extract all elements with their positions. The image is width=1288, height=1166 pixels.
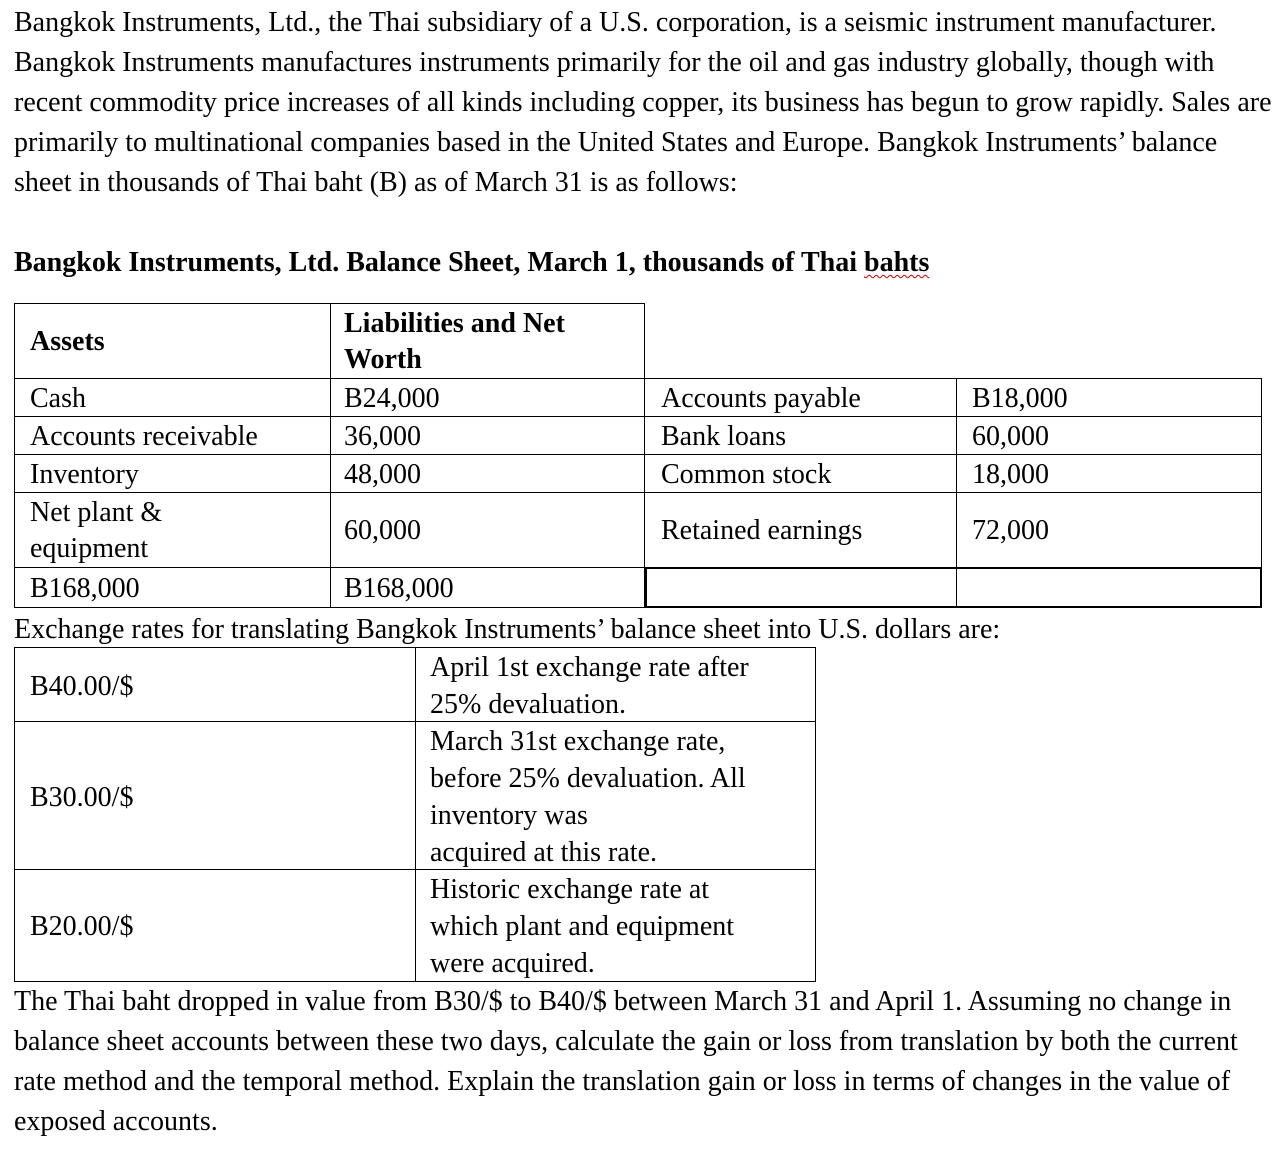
balance-sheet-title-last-word: bahts: [864, 247, 930, 278]
liability-accounts-payable: Accounts payable: [661, 383, 861, 414]
asset-net-plant-line2: equipment: [30, 533, 149, 564]
rate-april-desc-line: April 1st exchange rate after: [430, 652, 749, 683]
liability-common-stock: Common stock: [661, 459, 832, 490]
total-liabilities: B168,000: [344, 573, 454, 604]
rate-april: B40.00/$: [30, 671, 134, 702]
header-liabilities-line1: Liabilities and Net: [344, 308, 565, 339]
rate-april-desc: [430, 649, 810, 723]
asset-accounts-receivable-value: 36,000: [344, 421, 421, 452]
liability-retained-earnings: Retained earnings: [661, 515, 863, 546]
rate-march-desc-line: March 31st exchange rate,: [430, 726, 726, 757]
rate-historic-desc-line: Historic exchange rate at: [430, 874, 710, 905]
liability-bank-loans-value: 60,000: [972, 421, 1049, 452]
rate-march-desc-line: acquired at this rate.: [430, 837, 658, 868]
rate-historic-desc: [430, 871, 810, 982]
header-assets: Assets: [30, 326, 105, 357]
asset-net-plant-value: 60,000: [344, 515, 421, 546]
total-assets: B168,000: [30, 573, 140, 604]
asset-cash: Cash: [30, 383, 86, 414]
rate-march: B30.00/$: [30, 782, 134, 813]
asset-inventory: Inventory: [30, 459, 139, 490]
balance-sheet-title: [14, 243, 929, 283]
rate-historic-desc-line: were acquired.: [430, 948, 595, 979]
balance-sheet-empty-totals: [645, 567, 1262, 608]
liability-accounts-payable-value: B18,000: [972, 383, 1068, 414]
asset-cash-value: B24,000: [344, 383, 440, 414]
liability-common-stock-value: 18,000: [972, 459, 1049, 490]
liability-bank-loans: Bank loans: [661, 421, 787, 452]
question-paragraph: The Thai baht dropped in value from B30/$ to B40/$ between March 31 and April 1. Assuming no change in balance sheet accounts between these two days, calculate the gain or loss from translation by both the current rate method and the temporal method. Explain the translation gain or loss in terms of changes in the value of exposed accounts.: [14, 986, 1238, 1137]
rate-march-desc-line: before 25% devaluation. All: [430, 763, 746, 794]
intro-paragraph: Bangkok Instruments, Ltd., the Thai subsidiary of a U.S. corporation, is a seismic instrument manufacturer. Bangkok Instruments manufactures instruments primarily for the oil and gas industry globally, though with recent commodity price increases of all kinds including copper, its business has begun to grow rapidly. Sales are primarily to multinational companies based in the United States and Europe. Bangkok Instruments’ balance sheet in thousands of Thai baht (B) as of March 31 is as follows:: [14, 7, 1272, 198]
rate-march-desc: [430, 723, 810, 871]
asset-net-plant-line1: Net plant &: [30, 497, 163, 528]
rate-historic: B20.00/$: [30, 911, 134, 942]
rates-intro: Exchange rates for translating Bangkok Instruments’ balance sheet into U.S. dollars are:: [14, 614, 1001, 645]
rate-march-desc-line: inventory was: [430, 800, 588, 831]
asset-inventory-value: 48,000: [344, 459, 421, 490]
rate-historic-desc-line: which plant and equipment: [430, 911, 735, 942]
rate-april-desc-line: 25% devaluation.: [430, 689, 626, 720]
header-liabilities-line2: Worth: [344, 344, 422, 375]
balance-sheet-title-main: Bangkok Instruments, Ltd. Balance Sheet, March 1, thousands of Thai: [14, 247, 865, 278]
asset-accounts-receivable: Accounts receivable: [30, 421, 258, 452]
liability-retained-earnings-value: 72,000: [972, 515, 1049, 546]
